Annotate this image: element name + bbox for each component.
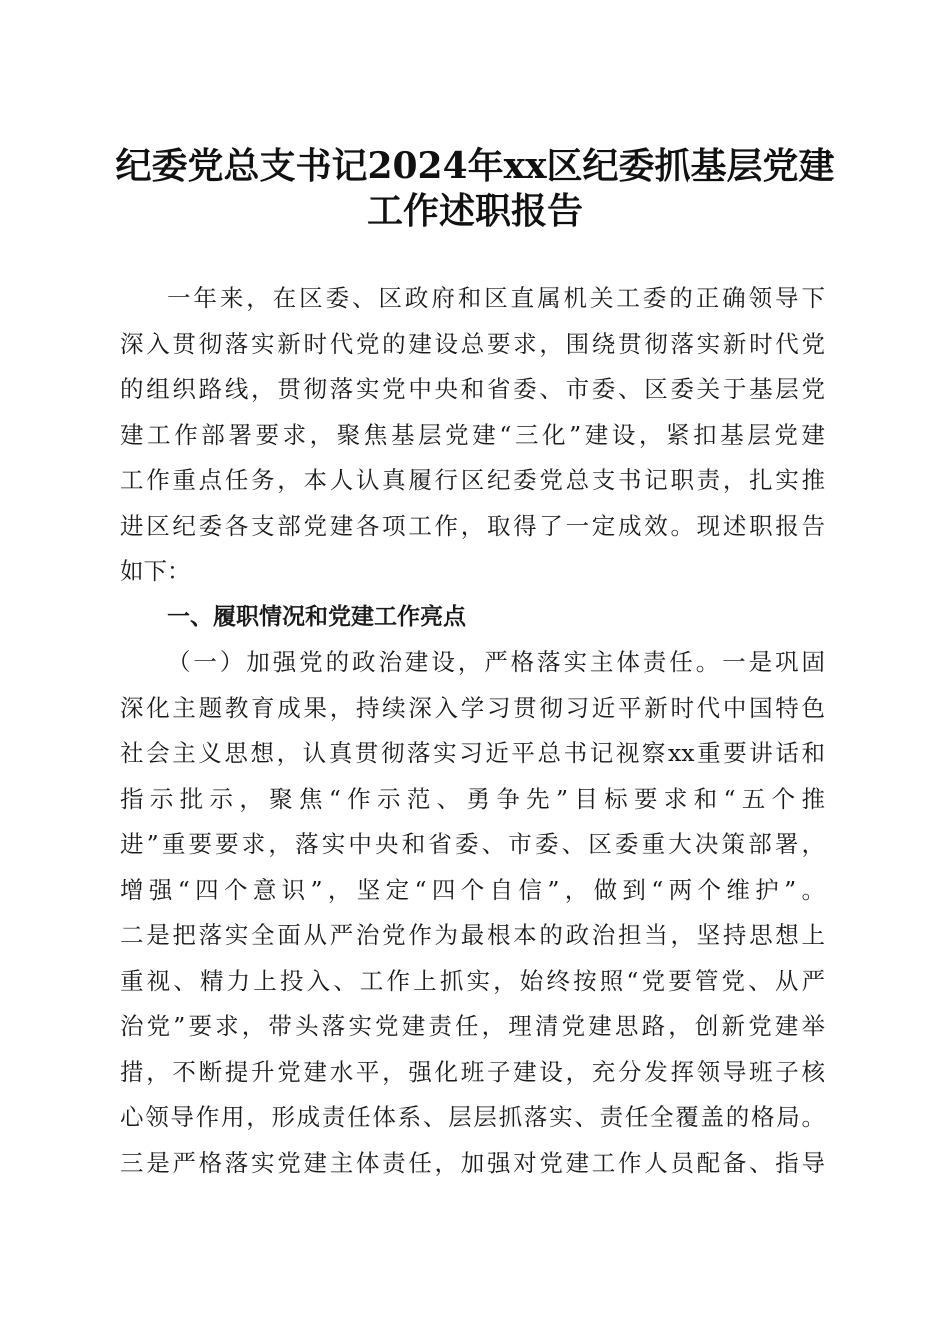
- paragraph-line: 指示批示，聚焦“作示范、勇争先”目标要求和“五个推: [120, 784, 825, 813]
- paragraph-line: 治党”要求，带头落实党建责任，理清党建思路，创新党建举: [120, 1012, 825, 1040]
- paragraph-line: 一年来，在区委、区政府和区直属机关工委的正确领导下: [167, 284, 825, 312]
- paragraph-line: 深化主题教育成果，持续深入学习贯彻习近平新时代中国特色: [120, 693, 825, 722]
- paragraph-line: 进”重要要求，落实中央和省委、市委、区委重大决策部署，: [120, 830, 825, 858]
- document-body: [120, 276, 825, 1186]
- paragraph-line: 深入贯彻落实新时代党的建设总要求，围绕贯彻落实新时代党: [120, 329, 825, 358]
- section-heading: 一、履职情况和党建工作亮点: [167, 603, 466, 630]
- paragraph-line: 心领导作用，形成责任体系、层层抓落实、责任全覆盖的格局。: [120, 1103, 825, 1131]
- paragraph-line: （一）加强党的政治建设，严格落实主体责任。一是巩固: [167, 648, 825, 676]
- paragraph-line: 的组织路线，贯彻落实党中央和省委、市委、区委关于基层党: [120, 375, 825, 403]
- paragraph-line: 社会主义思想，认真贯彻落实习近平总书记视察xx重要讲话和: [120, 739, 825, 767]
- paragraph-line: 三是严格落实党建主体责任，加强对党建工作人员配备、指导: [120, 1148, 825, 1177]
- paragraph-line: 进区纪委各支部党建各项工作，取得了一定成效。现述职报告: [120, 511, 825, 540]
- paragraph-line: 增强“四个意识”，坚定“四个自信”，做到“两个维护”。: [120, 875, 825, 904]
- document-title-line-2: 工作述职报告: [366, 190, 583, 232]
- paragraph-line: 如下：: [120, 557, 191, 585]
- paragraph-line: 工作重点任务，本人认真履行区纪委党总支书记职责，扎实推: [120, 466, 825, 494]
- paragraph-line: 建工作部署要求，聚焦基层党建“三化”建设，紧扣基层党建: [120, 420, 825, 449]
- paragraph-line: 二是把落实全面从严治党作为最根本的政治担当，坚持思想上: [120, 921, 825, 949]
- paragraph-line: 重视、精力上投入、工作上抓实，始终按照“党要管党、从严: [120, 966, 825, 995]
- paragraph-line: 措，不断提升党建水平，强化班子建设，充分发挥领导班子核: [120, 1057, 825, 1086]
- document-title-line-1: 纪委党总支书记2024年xx区纪委抓基层党建: [115, 145, 835, 187]
